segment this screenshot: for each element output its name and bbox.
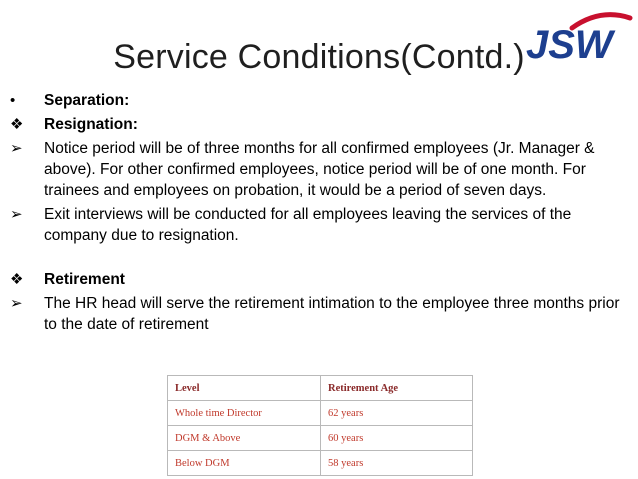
slide-title: Service Conditions(Contd.) bbox=[113, 38, 525, 76]
table-row bbox=[168, 426, 473, 451]
cell-age: 58 years bbox=[321, 451, 473, 476]
retirement-age-table bbox=[167, 375, 473, 476]
cell-age: 60 years bbox=[321, 426, 473, 451]
table-header-row bbox=[168, 376, 473, 401]
logo-text: JSW bbox=[526, 23, 613, 67]
list-item-hr-intimation bbox=[10, 293, 620, 335]
item-text: Retirement bbox=[44, 271, 125, 288]
cell-level: DGM & Above bbox=[168, 426, 321, 451]
header-level: Level bbox=[168, 376, 321, 401]
arrow-bullet-icon: ➢ bbox=[10, 140, 23, 157]
table-row bbox=[168, 401, 473, 426]
item-text: Exit interviews will be conducted for all employees leaving the services of the company due to resignation. bbox=[44, 206, 572, 244]
dot-bullet-icon: • bbox=[10, 92, 16, 109]
header-retirement-age: Retirement Age bbox=[321, 376, 473, 401]
item-text: Separation: bbox=[44, 92, 130, 109]
jsw-logo bbox=[512, 10, 634, 68]
cell-level: Below DGM bbox=[168, 451, 321, 476]
slide-content bbox=[10, 90, 620, 338]
cell-level: Whole time Director bbox=[168, 401, 321, 426]
diamond-bullet-icon: ❖ bbox=[10, 271, 24, 288]
item-text: Notice period will be of three months for all confirmed employees (Jr. Manager & above). For other confirmed employees, notice period will be of one month. For trainees and employees on probation, it would be a period of seven days. bbox=[44, 140, 595, 199]
arrow-bullet-icon: ➢ bbox=[10, 295, 23, 312]
list-item-separation bbox=[10, 90, 620, 111]
list-item-retirement bbox=[10, 269, 620, 290]
arrow-bullet-icon: ➢ bbox=[10, 206, 23, 223]
table-row bbox=[168, 451, 473, 476]
list-item-notice-period bbox=[10, 138, 620, 201]
list-item-resignation bbox=[10, 114, 620, 135]
diamond-bullet-icon: ❖ bbox=[10, 116, 24, 133]
item-text: The HR head will serve the retirement intimation to the employee three months prior to the date of retirement bbox=[44, 295, 620, 333]
item-text: Resignation: bbox=[44, 116, 138, 133]
list-item-exit-interviews bbox=[10, 204, 620, 246]
cell-age: 62 years bbox=[321, 401, 473, 426]
